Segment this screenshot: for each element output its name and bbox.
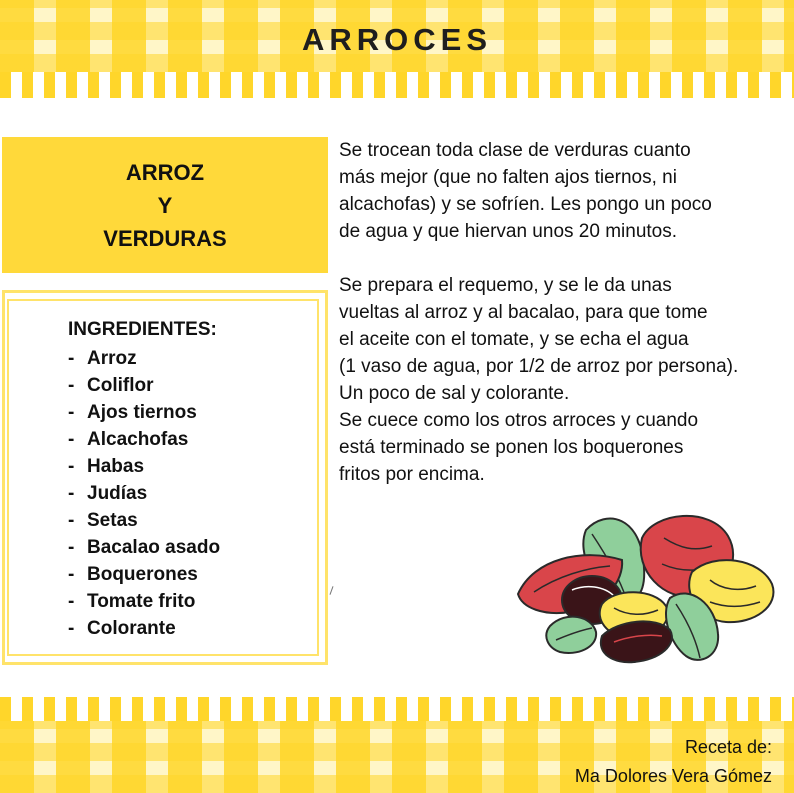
page-title: ARROCES — [301, 22, 492, 57]
small-leaf-icon — [546, 617, 596, 653]
ingredient-item: - Arroz — [68, 348, 137, 369]
nuts-illustration — [514, 508, 776, 666]
stray-mark — [329, 586, 333, 595]
recipe-credit — [575, 733, 772, 791]
recipe-paragraph-1: Se trocean toda clase de verduras cuanto más mejor (que no falten ajos tiernos, ni alcachofas) y se sofríen. Les pongo un poco de agua y que hiervan unos 20 minutos. — [339, 140, 712, 242]
ingredient-item: - Boquerones — [68, 564, 198, 585]
ingredient-item: - Coliflor — [68, 375, 154, 396]
ingredient-item: - Colorante — [68, 618, 176, 639]
ingredients-title: INGREDIENTES: — [68, 319, 217, 340]
ingredient-item: - Alcachofas — [68, 429, 189, 450]
ingredient-item: - Bacalao asado — [68, 537, 221, 558]
credit-author: Ma Dolores Vera Gómez — [574, 766, 772, 786]
ingredient-item: - Tomate frito — [68, 591, 196, 612]
dish-name-line: VERDURAS — [103, 225, 227, 251]
dish-name-line: Y — [157, 192, 173, 218]
ingredient-item: - Setas — [68, 510, 138, 531]
credit-label: Receta de: — [684, 737, 772, 757]
ingredients-list — [68, 345, 220, 642]
dish-name-line: ARROZ — [125, 159, 205, 185]
ingredient-item: - Habas — [68, 456, 145, 477]
ingredient-item: - Ajos tiernos — [68, 402, 197, 423]
footer-scalloped-edge — [0, 697, 794, 721]
recipe-text — [339, 137, 789, 488]
dish-name-box — [2, 137, 328, 273]
ingredient-item: - Judías — [68, 483, 148, 504]
recipe-paragraph-2: Se prepara el requemo, y se le da unas vueltas al arroz y al bacalao, para que tome el aceite con el tomate, y se echa el agua (1 vaso de agua, por 1/2 de arroz por persona). Un poco de sal y colorante. Se cuece como los otros arroces y cuando está terminado se ponen los boquerones fritos por encima. — [339, 275, 739, 485]
header-scalloped-edge — [0, 72, 794, 98]
